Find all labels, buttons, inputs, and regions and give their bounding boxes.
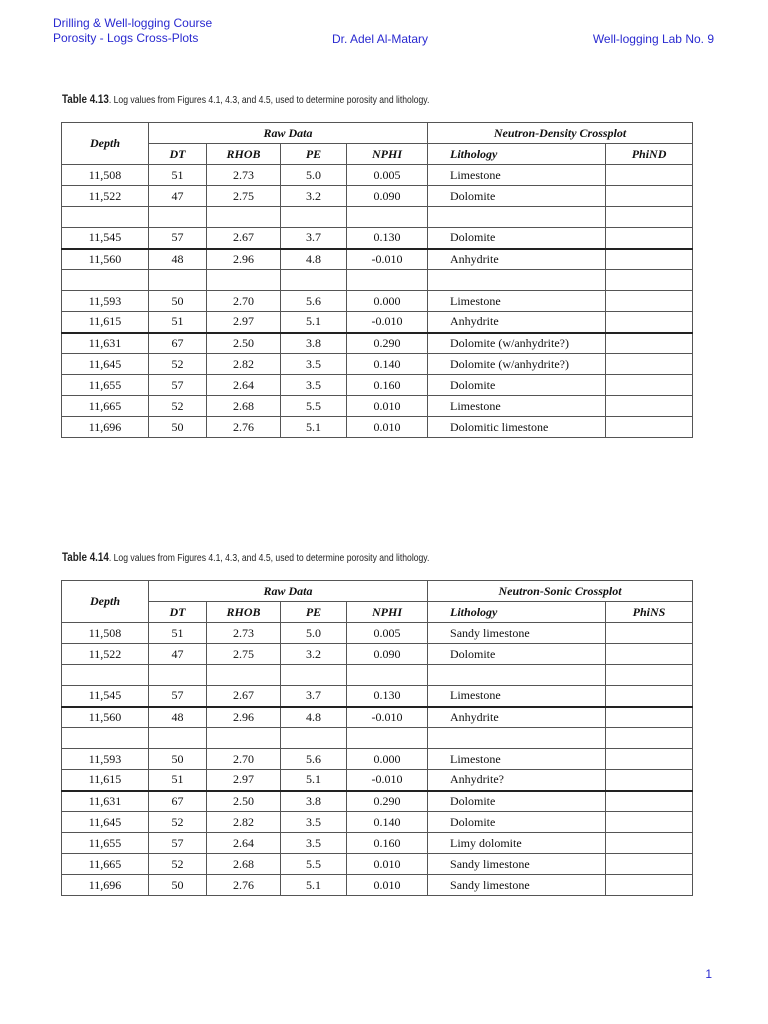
table-cell: Dolomite <box>428 375 606 396</box>
table-cell <box>606 165 693 186</box>
table-cell: 67 <box>149 791 207 812</box>
table-row <box>62 396 693 417</box>
lab-number: Well-logging Lab No. 9 <box>592 32 714 46</box>
table-cell: Dolomitic limestone <box>428 417 606 438</box>
table-cell: 57 <box>149 375 207 396</box>
table-cell: 0.160 <box>347 833 428 854</box>
table-cell <box>606 207 693 228</box>
course-title: Drilling & Well-logging Course <box>53 16 213 30</box>
table-cell: 0.010 <box>347 396 428 417</box>
table-row <box>62 375 693 396</box>
table-cell: 5.1 <box>281 770 347 791</box>
table-cell: 3.2 <box>281 186 347 207</box>
table-cell: 57 <box>149 228 207 249</box>
table-cell <box>606 270 693 291</box>
table-cell: Dolomite (w/anhydrite?) <box>428 333 606 354</box>
table-cell <box>606 186 693 207</box>
table-cell: 50 <box>149 749 207 770</box>
table-cell: 52 <box>149 812 207 833</box>
table-cell <box>428 665 606 686</box>
table-cell: Limestone <box>428 749 606 770</box>
table-cell <box>281 665 347 686</box>
table-row <box>62 207 693 228</box>
table-cell: 3.5 <box>281 812 347 833</box>
table-cell: Limestone <box>428 291 606 312</box>
table-cell: Dolomite <box>428 186 606 207</box>
table-cell <box>149 665 207 686</box>
table-row <box>62 623 693 644</box>
table-row <box>62 854 693 875</box>
table-cell <box>606 312 693 333</box>
table-cell <box>62 207 149 228</box>
table-cell: 0.290 <box>347 333 428 354</box>
table-row <box>62 770 693 791</box>
table-row <box>62 270 693 291</box>
table-cell <box>149 728 207 749</box>
table-cell: Dolomite (w/anhydrite?) <box>428 354 606 375</box>
table-cell: 67 <box>149 333 207 354</box>
table-cell <box>62 665 149 686</box>
table-cell <box>606 707 693 728</box>
table-cell: Anhydrite? <box>428 770 606 791</box>
table-cell <box>606 249 693 270</box>
table-cell <box>347 665 428 686</box>
table-cell <box>149 207 207 228</box>
table-cell <box>606 728 693 749</box>
table-row <box>62 791 693 812</box>
table-cell: 0.010 <box>347 417 428 438</box>
table-cell: 0.160 <box>347 375 428 396</box>
table-cell: 2.67 <box>207 228 281 249</box>
table-cell: 4.8 <box>281 249 347 270</box>
column-header: PE <box>281 602 347 623</box>
table-cell: 0.005 <box>347 165 428 186</box>
table-cell: 3.8 <box>281 791 347 812</box>
table-cell: 11,665 <box>62 854 149 875</box>
table-cell: 2.70 <box>207 291 281 312</box>
table-caption <box>62 550 429 564</box>
table-cell: 2.96 <box>207 707 281 728</box>
table-cell <box>606 812 693 833</box>
table-cell: 11,631 <box>62 333 149 354</box>
depth-header: Depth <box>62 123 149 165</box>
table-cell: 11,593 <box>62 749 149 770</box>
table-cell: 2.75 <box>207 644 281 665</box>
table-cell: 5.0 <box>281 165 347 186</box>
table-row <box>62 833 693 854</box>
table-cell: Limestone <box>428 396 606 417</box>
table-cell: 48 <box>149 249 207 270</box>
table-cell: -0.010 <box>347 707 428 728</box>
table-row <box>62 644 693 665</box>
table-cell <box>207 270 281 291</box>
table-cell <box>606 749 693 770</box>
table-cell: 3.5 <box>281 375 347 396</box>
table-cell: 48 <box>149 707 207 728</box>
table-cell <box>207 665 281 686</box>
table-cell <box>149 270 207 291</box>
table-cell: 0.010 <box>347 875 428 896</box>
table-cell: Anhydrite <box>428 707 606 728</box>
caption-text: . Log values from Figures 4.1, 4.3, and 4.5, used to determine porosity and lithology. <box>108 552 430 564</box>
table-cell: 2.64 <box>207 375 281 396</box>
raw-data-header: Raw Data <box>149 123 428 144</box>
table-cell: 2.96 <box>207 249 281 270</box>
table-cell: 11,545 <box>62 228 149 249</box>
table-cell: 2.64 <box>207 833 281 854</box>
table-cell <box>606 833 693 854</box>
table-cell: 5.0 <box>281 623 347 644</box>
table-cell: 0.010 <box>347 854 428 875</box>
table-row <box>62 875 693 896</box>
table-cell: 2.97 <box>207 770 281 791</box>
table-cell <box>606 291 693 312</box>
column-header: RHOB <box>207 602 281 623</box>
table-cell <box>606 854 693 875</box>
table-cell: 11,696 <box>62 875 149 896</box>
column-header: Lithology <box>428 144 606 165</box>
table-cell <box>606 875 693 896</box>
table-cell: Sandy limestone <box>428 854 606 875</box>
table-cell: 3.5 <box>281 833 347 854</box>
table-cell: 51 <box>149 623 207 644</box>
table-cell: 2.50 <box>207 333 281 354</box>
table-cell: 57 <box>149 686 207 707</box>
log-values-table <box>61 580 693 896</box>
table-cell: 51 <box>149 165 207 186</box>
table-cell <box>347 728 428 749</box>
table-cell: -0.010 <box>347 770 428 791</box>
table-cell: 5.5 <box>281 854 347 875</box>
table-cell: 11,508 <box>62 623 149 644</box>
table-cell: 0.140 <box>347 354 428 375</box>
table-cell: 2.75 <box>207 186 281 207</box>
table-cell: 2.82 <box>207 354 281 375</box>
table-cell: 3.7 <box>281 228 347 249</box>
table-cell: 0.090 <box>347 644 428 665</box>
table-cell: 2.67 <box>207 686 281 707</box>
table-label: Table 4.13 <box>62 92 109 106</box>
table-cell: 0.130 <box>347 228 428 249</box>
table-cell <box>606 686 693 707</box>
table-row <box>62 333 693 354</box>
table-cell: 51 <box>149 312 207 333</box>
table-cell: 11,645 <box>62 812 149 833</box>
table-cell: -0.010 <box>347 249 428 270</box>
table-cell: 52 <box>149 354 207 375</box>
column-header: PhiND <box>606 144 693 165</box>
table-cell <box>281 270 347 291</box>
table-cell: 4.8 <box>281 707 347 728</box>
table-cell: 50 <box>149 417 207 438</box>
table-cell <box>428 270 606 291</box>
page-number: 1 <box>705 967 712 981</box>
table-cell: 5.1 <box>281 312 347 333</box>
table-cell: 2.73 <box>207 623 281 644</box>
column-header: Lithology <box>428 602 606 623</box>
table-cell <box>606 417 693 438</box>
table-cell: Dolomite <box>428 812 606 833</box>
table-cell: 11,696 <box>62 417 149 438</box>
table-cell: Limestone <box>428 686 606 707</box>
table-cell <box>281 207 347 228</box>
table-cell: 11,655 <box>62 375 149 396</box>
table-cell <box>347 270 428 291</box>
table-cell: 5.6 <box>281 291 347 312</box>
crossplot-header: Neutron-Density Crossplot <box>428 123 693 144</box>
table-row <box>62 228 693 249</box>
column-header: PE <box>281 144 347 165</box>
table-row <box>62 417 693 438</box>
table-row <box>62 291 693 312</box>
table-cell <box>428 207 606 228</box>
table-cell: 11,615 <box>62 770 149 791</box>
table-cell: 52 <box>149 396 207 417</box>
table-cell: 11,615 <box>62 312 149 333</box>
table-cell: Sandy limestone <box>428 623 606 644</box>
table-cell <box>606 228 693 249</box>
table-cell <box>606 623 693 644</box>
table-cell: Dolomite <box>428 791 606 812</box>
table-cell: 2.73 <box>207 165 281 186</box>
table-cell: 11,545 <box>62 686 149 707</box>
table-cell <box>606 375 693 396</box>
table-cell: 5.1 <box>281 417 347 438</box>
table-cell: 11,645 <box>62 354 149 375</box>
table-cell: 3.5 <box>281 354 347 375</box>
table-cell: 0.290 <box>347 791 428 812</box>
column-header: DT <box>149 602 207 623</box>
table-cell: 5.1 <box>281 875 347 896</box>
table-cell <box>606 333 693 354</box>
table-cell: 52 <box>149 854 207 875</box>
table-cell: 11,522 <box>62 186 149 207</box>
table-cell <box>428 728 606 749</box>
table-cell: 0.000 <box>347 749 428 770</box>
table-cell: 11,560 <box>62 707 149 728</box>
table-cell: 0.000 <box>347 291 428 312</box>
table-cell: 2.68 <box>207 854 281 875</box>
topic-title: Porosity - Logs Cross-Plots <box>53 31 199 45</box>
column-header: PhiNS <box>606 602 693 623</box>
table-cell <box>207 207 281 228</box>
table-row <box>62 665 693 686</box>
author-name: Dr. Adel Al-Matary <box>332 32 429 46</box>
table-cell: 3.8 <box>281 333 347 354</box>
table-row <box>62 686 693 707</box>
table-cell <box>606 396 693 417</box>
table-row <box>62 354 693 375</box>
table-cell: 47 <box>149 186 207 207</box>
table-cell: -0.010 <box>347 312 428 333</box>
table-cell <box>281 728 347 749</box>
column-header: NPHI <box>347 602 428 623</box>
table-cell: Sandy limestone <box>428 875 606 896</box>
table-cell: 0.140 <box>347 812 428 833</box>
table-cell: 2.97 <box>207 312 281 333</box>
table-cell: Limestone <box>428 165 606 186</box>
column-header: NPHI <box>347 144 428 165</box>
table-cell: 0.090 <box>347 186 428 207</box>
table-cell: 2.50 <box>207 791 281 812</box>
table-cell: Anhydrite <box>428 249 606 270</box>
table-cell <box>62 728 149 749</box>
table-cell <box>606 791 693 812</box>
table-cell: 5.5 <box>281 396 347 417</box>
table-cell: 2.70 <box>207 749 281 770</box>
table-cell <box>606 770 693 791</box>
table-cell: Dolomite <box>428 644 606 665</box>
table-row <box>62 312 693 333</box>
log-values-table <box>61 122 693 438</box>
table-row <box>62 186 693 207</box>
table-cell: 11,522 <box>62 644 149 665</box>
table-cell: 2.68 <box>207 396 281 417</box>
table-cell: 50 <box>149 291 207 312</box>
table-cell: 11,593 <box>62 291 149 312</box>
table-row <box>62 728 693 749</box>
caption-text: . Log values from Figures 4.1, 4.3, and 4.5, used to determine porosity and lithology. <box>108 94 430 106</box>
table-cell: 11,508 <box>62 165 149 186</box>
table-cell: 11,665 <box>62 396 149 417</box>
table-cell: 11,655 <box>62 833 149 854</box>
depth-header: Depth <box>62 581 149 623</box>
table-cell <box>606 644 693 665</box>
table-row <box>62 812 693 833</box>
table-cell: 11,631 <box>62 791 149 812</box>
table-caption <box>62 92 429 106</box>
table-cell: 57 <box>149 833 207 854</box>
table-row <box>62 249 693 270</box>
column-header: RHOB <box>207 144 281 165</box>
table-label: Table 4.14 <box>62 550 109 564</box>
table-cell: 2.76 <box>207 417 281 438</box>
table-cell: 2.82 <box>207 812 281 833</box>
raw-data-header: Raw Data <box>149 581 428 602</box>
table-cell <box>207 728 281 749</box>
table-cell: 50 <box>149 875 207 896</box>
table-cell: 3.7 <box>281 686 347 707</box>
table-cell: 3.2 <box>281 644 347 665</box>
crossplot-header: Neutron-Sonic Crossplot <box>428 581 693 602</box>
column-header: DT <box>149 144 207 165</box>
header-left <box>53 16 212 46</box>
table-row <box>62 749 693 770</box>
table-cell: Limy dolomite <box>428 833 606 854</box>
table-cell: 0.130 <box>347 686 428 707</box>
table-cell <box>347 207 428 228</box>
table-cell: 2.76 <box>207 875 281 896</box>
table-cell: 47 <box>149 644 207 665</box>
table-cell: 0.005 <box>347 623 428 644</box>
table-row <box>62 707 693 728</box>
table-cell <box>606 665 693 686</box>
table-cell <box>62 270 149 291</box>
table-cell: Anhydrite <box>428 312 606 333</box>
table-cell: Dolomite <box>428 228 606 249</box>
table-row <box>62 165 693 186</box>
table-cell: 5.6 <box>281 749 347 770</box>
table-cell: 51 <box>149 770 207 791</box>
table-cell: 11,560 <box>62 249 149 270</box>
table-cell <box>606 354 693 375</box>
